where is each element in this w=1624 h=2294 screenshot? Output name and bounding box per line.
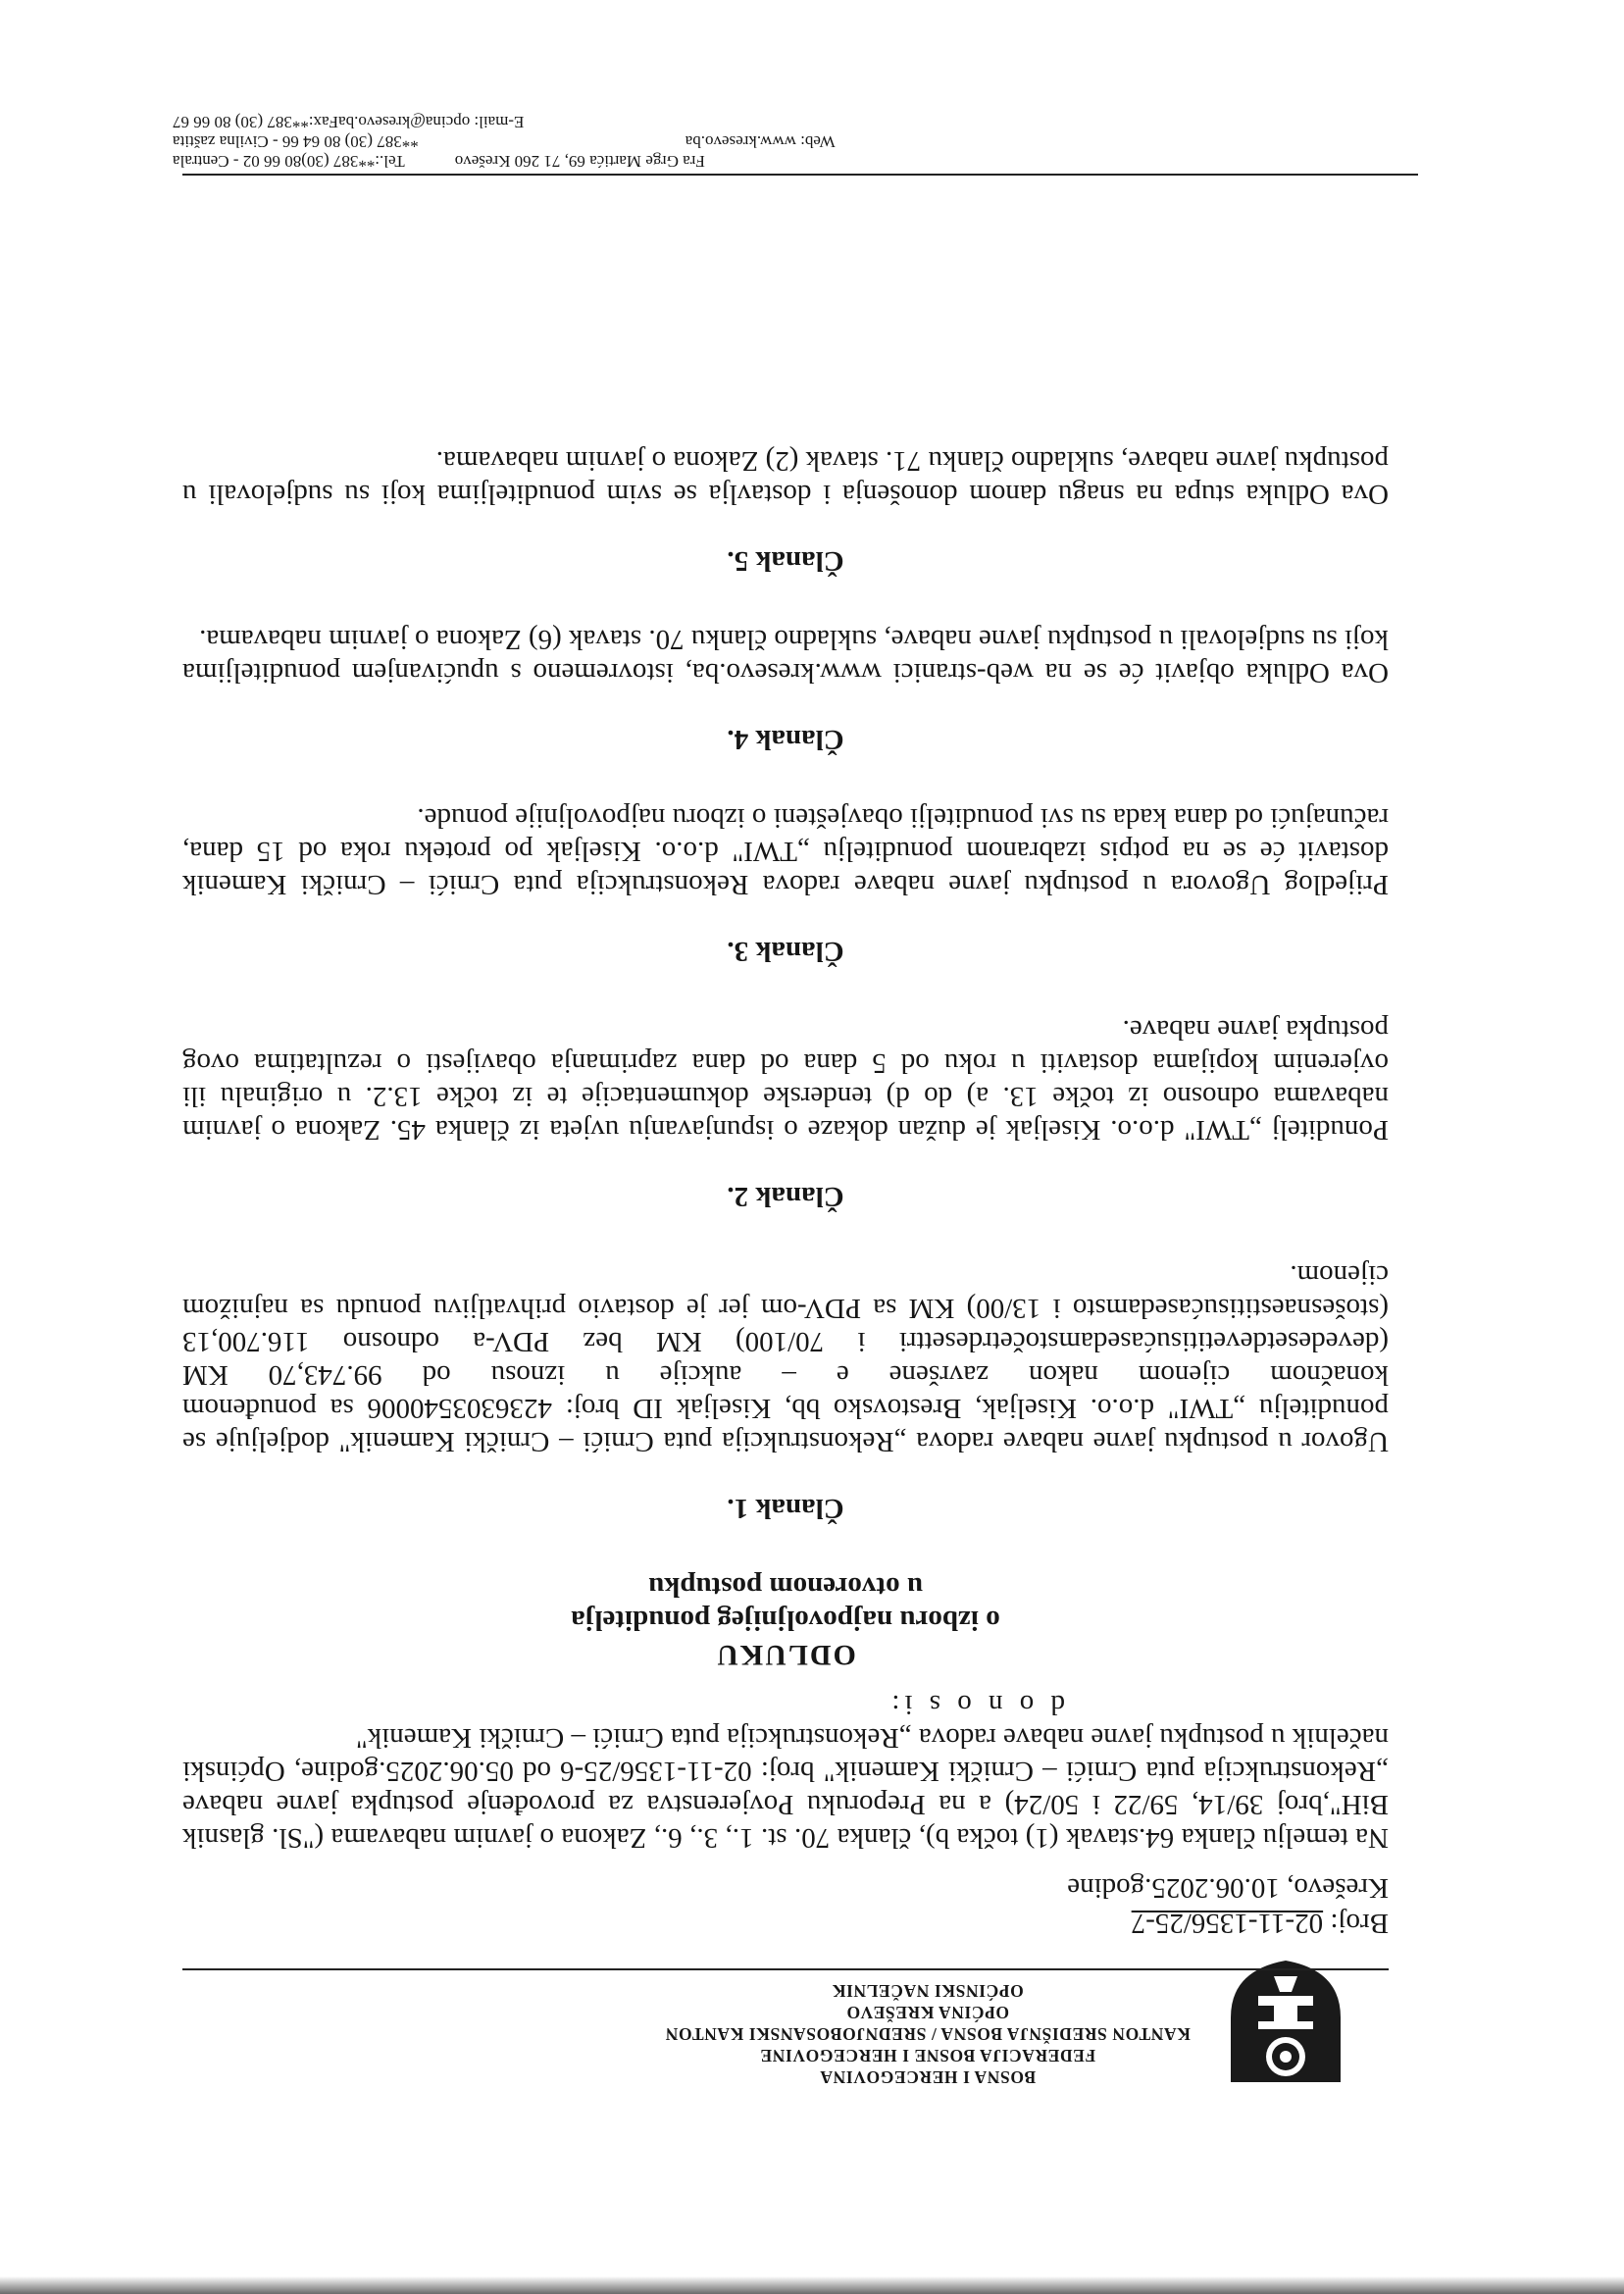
header-divider [182,1968,1389,1970]
footer-contact-lines [173,112,987,171]
reference-number [182,1906,1389,1941]
header-line-canton: KANTON SREDIŠNJA BOSNA / SREDNJOBOSANSKI KANTON [665,2024,1191,2044]
document-body [182,444,1389,1941]
article-heading: Članak 1. [727,1493,844,1524]
decision-title-block [182,1570,1389,1672]
decision-subtitle-2: u otvorenom postupku [648,1571,923,1603]
article-text: Ponuditelj „TWI" d.o.o. Kiseljak je dužan dokaze o ispunjavanju uvjeta iz članka 45. Zakona o javnim nabavama odnosno iz točke 13. a) do d) tenderske dokumentacije te iz točke 13.2. u originalu ili ovjerenim kopijama dostaviti u roku od 5 dana od dana zaprimanja obavijesti o rezultatima ovog postupka javne nabave. [182,1014,1389,1146]
article-text: Prijedlog Ugovora u postupku javne nabave radova Rekonstrukcija puta Crnići – Crnički Kamenik dostavit će se na potpis izabranom ponuditelju „TWI" d.o.o. Kiseljak po proteku roka od 15 dana, računajući od dana kada su svi ponuditelji obavješteni o izboru najpovoljnije ponude. [182,802,1389,900]
footer-web-civil [173,131,987,151]
footer-civil-protection: **387 (30) 80 64 66 - Civilna zaštita [173,132,419,151]
footer-divider [182,174,1418,176]
decision-title: ODLUKU [715,1639,856,1671]
intro-paragraph: Na temelju članka 64.stavak (1) točka b), članka 70. st. 1., 3., 6., Zakona o javnim nabavama ("Sl. glasnik BiH",broj 39/14, 59/22 i 50/24) a na Preporuku Povjerenstva za provođenje postupka javne nabave „Rekonstrukcija puta Crnići – Crnički Kamenik" broj: 02-11-1356/25-6 od 05.06.2025.godine, Općinski načelnik u postupku javne nabave radova „Rekonstrukcija puta Crnići – Crnički Kamenik" [182,1722,1389,1854]
footer-web: Web: www.kresevo.ba [685,132,836,151]
place-date: Kreševo, 10.06.2025.godine [1067,1872,1389,1904]
header-line-municipality: OPĆINA KREŠEVO [845,2003,1010,2022]
header-line-federation: FEDERACIJA BOSNE I HERCEGOVINE [759,2046,1096,2065]
article-text: Ova Odluka stupa na snagu danom donošenja i dostavlja se svim ponuditeljima koji su sudjelovali u postupku javne nabave, sukladno članku 71. stavak (2) Zakona o javnim nabavama. [182,445,1389,510]
footer-address: Fra Grge Martića 69, 71 260 Kreševo [454,152,705,171]
header-line-country: BOSNA I HERCEGOVINA [819,2067,1037,2087]
footer-email-fax: E-mail: opcina@kresevo.baFax:**387 (30) 80 66 67 [173,113,525,131]
footer-address-tel [173,151,987,171]
broj-label: Broj: [1330,1908,1389,1939]
footer-tel: Tel.:**387 (30)80 66 02 - Centrala [173,152,405,171]
header-line-mayor: OPĆINSKI NAČELNIK [832,1981,1024,2001]
decision-subtitle-1: o izboru najpovoljnijeg ponuditelja [571,1605,1000,1636]
letterhead-text [575,1980,1281,2088]
article-heading: Članak 5. [727,545,844,577]
article-heading: Članak 3. [727,936,844,967]
article-heading: Članak 4. [727,724,844,755]
article-text: Ugovor u postupku javne nabave radova „Rekonstrukcija puta Crnići – Crnički Kamenik" dodjeljuje se ponuditelju „TWI" d.o.o. Kiseljak, Brestovsko bb, Kiseljak ID broj: 4236303540006 sa ponuđenom konačnom cijenom nakon završene e – aukcije u iznosu od 99.743,70 KM (devedesetdevetitisućasedamstočetrdesettri i 70/100) KM bez PDV-a odnosno 116.700,13 (stošesnaestitisućasedamsto i 13/00) KM sa PDV-om jer je dostavio prihvatljivu ponudu sa najnižom cijenom. [182,1259,1389,1457]
donosi-line: d o n o s i: [887,1689,1065,1720]
article-heading: Članak 2. [727,1181,844,1212]
broj-value: 02-11-1356/25-7 [1131,1908,1324,1939]
article-text: Ova Odluka objavit će se na web-stranici www.kresevo.ba, istovremeno s upućivanjem ponuditeljima koji su sudjelovali u postupku javne nabave, sukladno članku 70. stavak (6) Zakona o javnim nabavama. [182,624,1389,688]
letterhead [0,1961,1624,2294]
